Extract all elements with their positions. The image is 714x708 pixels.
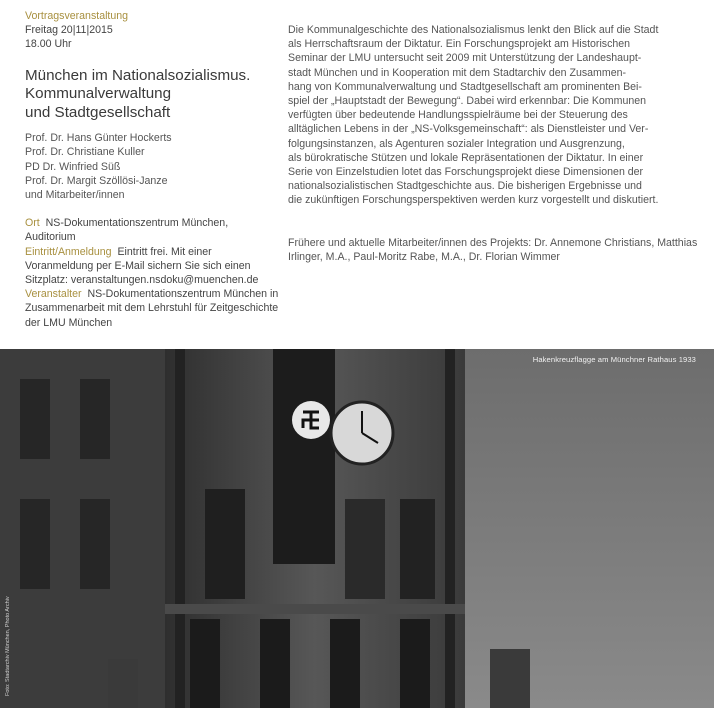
registration-info [25, 245, 280, 288]
event-title [25, 67, 280, 123]
organizer-label: Veranstalter [25, 288, 82, 301]
organizer-text: NS-Dokumentationszentrum München in Zusammenarbeit mit dem Lehrstuhl für Zeitgeschichte der LMU München [25, 288, 279, 329]
speaker: Prof. Dr. Hans Günter Hockerts [25, 132, 172, 145]
event-info-column [25, 9, 280, 330]
photo-illustration [0, 349, 714, 708]
location-text: NS-Dokumentationszentrum München, Auditorium [25, 217, 229, 244]
title-line: Kommunalverwaltung [25, 85, 172, 103]
event-type: Vortragsveranstaltung [25, 10, 129, 22]
location-label: Ort [25, 217, 40, 230]
text-line: stadt München und in Kooperation mit dem Stadtarchiv den Zusammen- [288, 66, 627, 79]
text-line: die zukünftigen Forschungsperspektiven werden kurz vorgestellt und diskutiert. [288, 194, 659, 207]
staff-paragraph: Frühere und aktuelle Mitarbeiter/innen des Projekts: Dr. Annemone Christians, Matthias Irlinger, M.A., Paul-Moritz Rabe, M.A., Dr. Florian Wimmer [288, 236, 698, 263]
text-line: Die Kommunalgeschichte des Nationalsozialismus lenkt den Blick auf die Stadt [288, 24, 659, 36]
title-line: München im Nationalsozialismus. [25, 66, 251, 84]
speaker-list [25, 131, 280, 202]
registration-label: Eintritt/Anmeldung [25, 245, 112, 258]
text-line: nationalsozialistischen Stadtgeschichte aus. Die bisherigen Ergebnisse und [288, 180, 642, 193]
registration-text: Eintritt frei. Mit einer Voranmeldung per E-Mail sichern Sie sich einen Sitzplatz: veranstaltungen.nsdoku@muenchen.de [25, 245, 259, 286]
text-line: verfügten über bedeutende Handlungsspielräume bei der Steuerung des [288, 109, 628, 122]
text-line: hang von Kommunalverwaltung und Stadtgesellschaft am prominenten Bei- [288, 80, 642, 93]
location-info [25, 216, 280, 244]
text-line: folgungsinstanzen, als Agenturen sozialer Integration und Ausgrenzung, [288, 137, 625, 150]
speaker: Prof. Dr. Christiane Kuller [25, 146, 145, 159]
photo-caption: Hakenkreuzflagge am Münchner Rathaus 1933 [532, 355, 696, 364]
speaker: PD Dr. Winfried Süß [25, 160, 121, 173]
event-date: Freitag 20|11|2015 [25, 24, 113, 37]
organizer-info [25, 287, 280, 330]
text-line: Serie von Einzelstudien lotet das Forschungsprojekt diese Dimensionen der [288, 166, 644, 179]
speaker: und Mitarbeiter/innen [25, 188, 125, 201]
photo-credit: Foto: Stadtarchiv München, Photo Archiv [5, 596, 11, 696]
text-line: alltäglichen Lebens in der „NS-Volksgemeinschaft“: als Dienstleister und Ver- [288, 123, 649, 136]
speaker: Prof. Dr. Margit Szöllösi-Janze [25, 174, 168, 187]
text-line: spiel der „Hauptstadt der Bewegung“. Dabei wird erkennbar: Die Kommunen [288, 95, 647, 108]
text-line: als bürokratische Stützen und lokale Repräsentationen der Diktatur. In einer [288, 151, 644, 164]
title-line: und Stadtgesellschaft [25, 103, 171, 121]
text-line: Seminar der LMU untersucht seit 2009 mit Unterstützung der Landeshaupt- [288, 52, 642, 65]
event-time: 18.00 Uhr [25, 38, 72, 51]
description-column [288, 9, 708, 278]
city-hall-photo [0, 349, 714, 708]
text-line: als Herrschaftsraum der Diktatur. Ein Forschungsprojekt am Historischen [288, 38, 631, 51]
text-section [0, 0, 714, 349]
